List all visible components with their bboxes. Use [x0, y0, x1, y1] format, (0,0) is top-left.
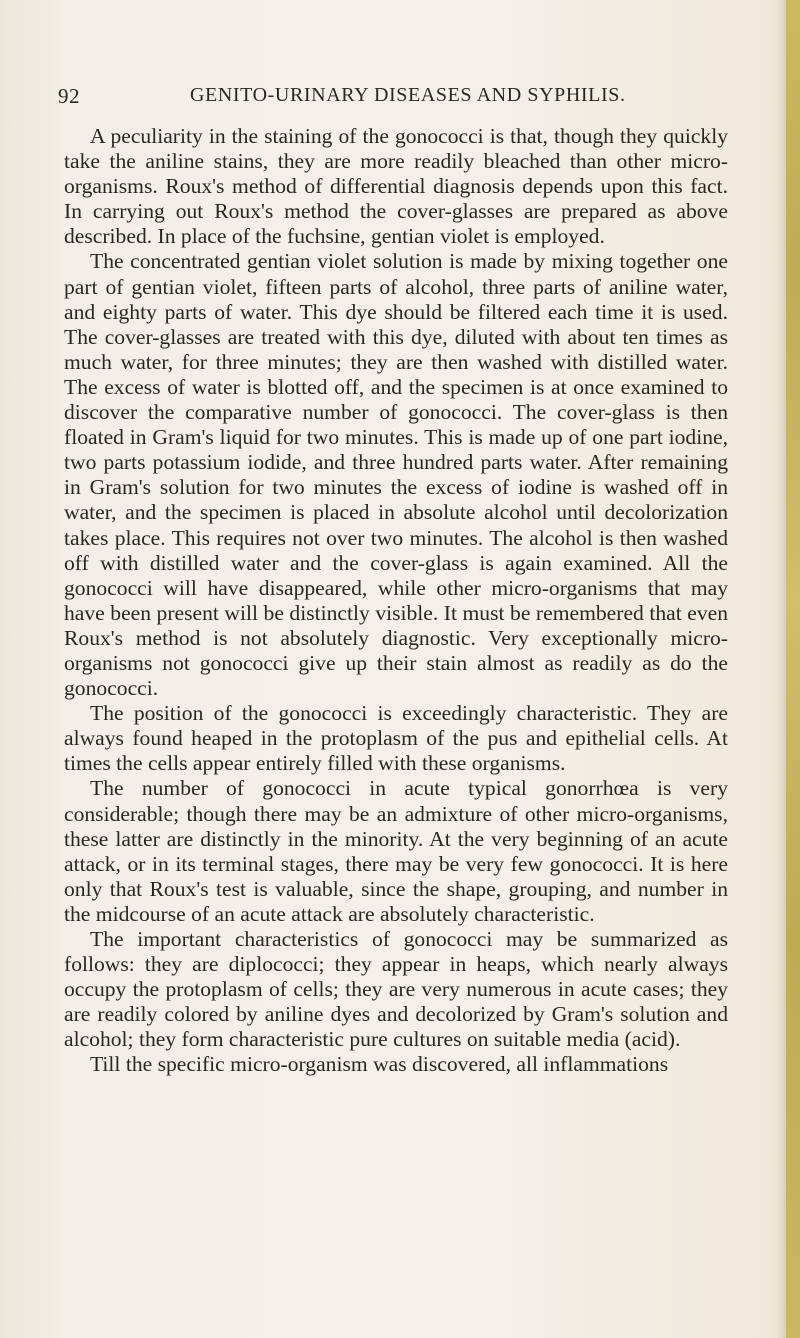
paragraph: The number of gonococci in acute typical gonorrhœa is very considerable; though there may be an admixture of other micro-organisms, these latter are distinctly in the minority. At the very beginning of an acute attack, or in its terminal stages, there may be very few gonococci. It is here only that Roux's test is valuable, since the shape, grouping, and number in the midcourse of an acute attack are absolutely characteristic. — [64, 776, 728, 926]
page-edge-shadow — [776, 0, 786, 1338]
running-title: GENITO-URINARY DISEASES AND SYPHILIS. — [190, 84, 626, 106]
paragraph: A peculiarity in the staining of the gonococci is that, though they quickly take the aniline stains, they are more readily bleached than other micro-organisms. Roux's method of differential diagnosis depends upon this fact. In carrying out Roux's method the cover-glasses are prepared as above described. In place of the fuchsine, gentian violet is employed. — [64, 124, 728, 249]
body-text — [64, 124, 728, 1078]
page-number: 92 — [58, 84, 80, 108]
paragraph: Till the specific micro-organism was discovered, all inflammations — [90, 1052, 669, 1077]
page-header — [58, 84, 738, 114]
paragraph: The concentrated gentian violet solution is made by mixing together one part of gentian violet, fifteen parts of alcohol, three parts of aniline water, and eighty parts of water. This dye should be filtered each time it is used. The cover-glasses are treated with this dye, diluted with about ten times as much water, for three minutes; they are then washed with distilled water. The excess of water is blotted off, and the specimen is at once examined to discover the comparative number of gonococci. The cover-glass is then floated in Gram's liquid for two minutes. This is made up of one part iodine, two parts potassium iodide, and three hundred parts water. After remaining in Gram's solution for two minutes the excess of iodine is washed off in water, and the specimen is placed in absolute alcohol until decolorization takes place. This requires not over two minutes. The alcohol is then washed off with distilled water and the cover-glass is again examined. All the gonococci will have disappeared, while other micro-organisms that may have been present will be distinctly visible. It must be remembered that even Roux's method is not absolutely diagnostic. Very exceptionally micro-organisms not gonococci give up their stain almost as readily as do the gonococci. — [64, 249, 728, 701]
page-edge-strip — [786, 0, 800, 1338]
paragraph: The important characteristics of gonococci may be summarized as follows: they are diplococci; they appear in heaps, which nearly always occupy the protoplasm of cells; they are very numerous in acute cases; they are readily colored by aniline dyes and decolorized by Gram's solution and alcohol; they form characteristic pure cultures on suitable media (acid). — [64, 927, 728, 1052]
paragraph: The position of the gonococci is exceedingly characteristic. They are always found heaped in the protoplasm of the pus and epithelial cells. At times the cells appear entirely filled with these organisms. — [64, 701, 728, 776]
